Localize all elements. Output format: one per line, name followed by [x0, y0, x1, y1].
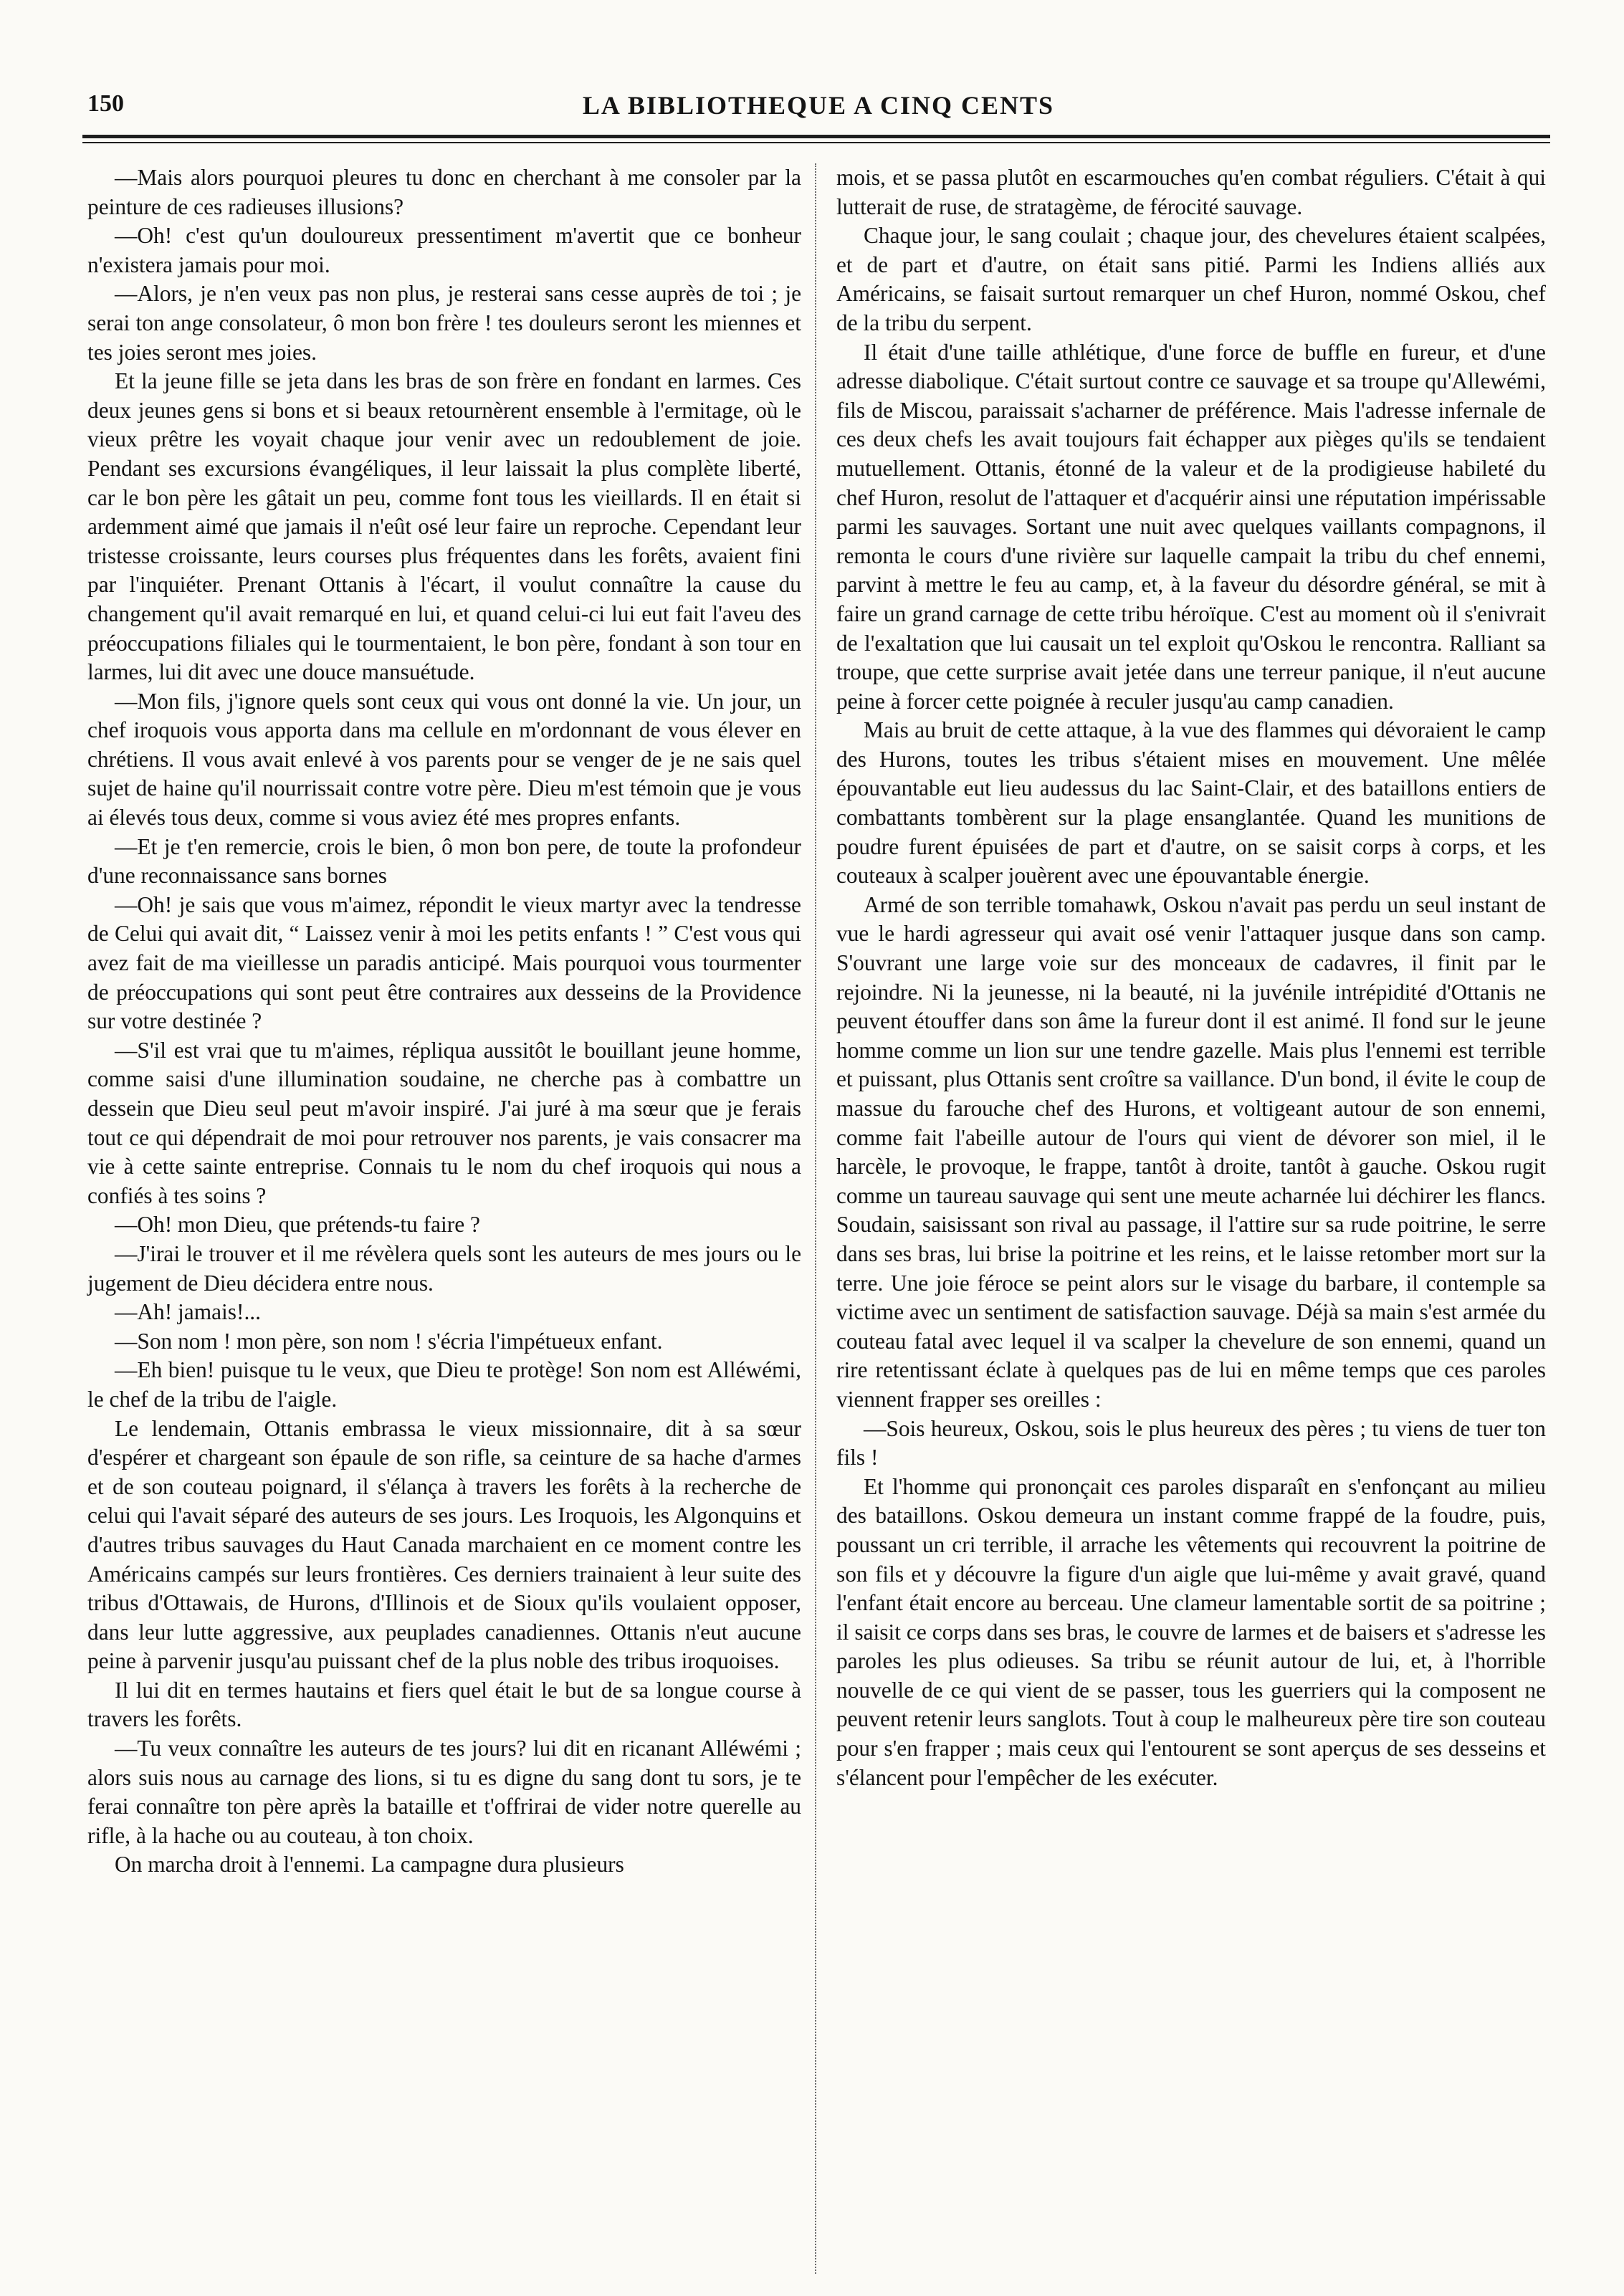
header-rule-thick	[82, 135, 1550, 138]
paragraph: Mais au bruit de cette attaque, à la vue des flammes qui dévoraient le camp des Hurons, toutes les tribus s'étaient mises en mouvement. Une mêlée épouvantable eut lieu audessus du lac Saint-Clair, et des bataillons entiers de combattants tombèrent sur la plage ensanglantée. Quand les munitions de poudre furent épuisées de part et d'autre, on se saisit corps à corps, et les couteaux à scalper jouèrent avec une épouvantable énergie.	[836, 717, 1546, 889]
paragraph: —Et je t'en remercie, crois le bien, ô mon bon pere, de toute la profondeur d'une reconnaissance sans bornes	[87, 833, 801, 889]
paragraph: Et la jeune fille se jeta dans les bras de son frère en fondant en larmes. Ces deux jeunes gens si bons et si beaux retournèrent ensemble à l'ermitage, où le vieux prêtre les voyait chaque jour venir avec un redoublement de joie. Pendant ses excursions évangéliques, il leur laissait la plus complète liberté, car le bon père les gâtait un peu, comme font tous les vieillards. Il en était si ardemment aimé que jamais il n'eût osé leur faire un reproche. Cependant leur tristesse croissante, leurs courses plus fréquentes dans les forêts, avaient fini par l'inquiéter. Prenant Ottanis à l'écart, il voulut connaître la cause du changement qu'il avait remarqué en lui, et quand celui-ci lui eut fait l'aveu des préoccupations filiales qui le tourmentaient, le bon père, fondant à son tour en larmes, lui dit avec une douce mansuétude.	[87, 368, 801, 685]
paragraph: On marcha droit à l'ennemi. La campagne dura plusieurs	[115, 1852, 624, 1878]
paragraph: —Eh bien! puisque tu le veux, que Dieu te protège! Son nom est Alléwémi, le chef de la tribu de l'aigle.	[87, 1357, 801, 1412]
paragraph: —J'irai le trouver et il me révèlera quels sont les auteurs de mes jours ou le jugement de Dieu décidera entre nous.	[87, 1240, 801, 1296]
paragraph-continued: mois, et se passa plutôt en escarmouches qu'en combat réguliers. C'était à qui lutterait de ruse, de stratagème, de férocité sauvage.	[836, 165, 1546, 219]
right-column	[836, 163, 1546, 1792]
paragraph: —Alors, je n'en veux pas non plus, je resterai sans cesse auprès de toi ; je serai ton ange consolateur, ô mon bon frère ! tes douleurs seront les miennes et tes joies seront mes joies.	[87, 281, 801, 365]
page-header	[87, 90, 1549, 133]
paragraph: —Sois heureux, Oskou, sois le plus heureux des pères ; tu viens de tuer ton fils !	[836, 1415, 1546, 1470]
paragraph: Armé de son terrible tomahawk, Oskou n'avait pas perdu un seul instant de vue le hardi agresseur qui avait osé venir l'attaquer jusque dans son camp. S'ouvrant une large voie sur des monceaux de cadavres, il finit par le rejoindre. Ni la jeunesse, ni la beauté, ni la juvénile intrépidité d'Ottanis ne peuvent étouffer dans son âme la fureur dont il est animé. Il fond sur le jeune homme comme un lion sur une tendre gazelle. Mais plus l'ennemi est terrible et puissant, plus Ottanis sent croître sa vaillance. D'un bond, il évite le coup de massue du farouche chef des Hurons, et voltigeant autour de son ennemi, comme fait l'abeille autour de l'ours qui vient de dévorer son miel, il le harcèle, le provoque, le frappe, tantôt à droite, tantôt à gauche. Oskou rugit comme un taureau sauvage qui sent une meute acharnée lui déchirer les flancs. Soudain, saisissant son rival au passage, il l'attire sur sa rude poitrine, le serre dans ses bras, lui brise la poitrine et les reins, et le laisse retomber mort sur la terre. Une joie féroce se peint alors sur le visage du barbare, il contemple sa victime avec un sentiment de satisfaction sauvage. Déjà sa main s'est armée du couteau fatal avec lequel il va scalper la chevelure de son ennemi, quand un rire retentissant éclate à quelques pas de lui en même temps que ces paroles viennent frapper ses oreilles :	[836, 891, 1546, 1412]
paragraph: Il lui dit en termes hautains et fiers quel était le but de sa longue course à travers les forêts.	[87, 1677, 801, 1732]
paragraph: —Mon fils, j'ignore quels sont ceux qui vous ont donné la vie. Un jour, un chef iroquois vous apporta dans ma cellule en m'ordonnant de vous élever en chrétiens. Il vous avait enlevé à vos parents pour se venger de je ne sais quel sujet de haine qu'il nourrissait contre votre père. Dieu m'est témoin que je vous ai élevés tous deux, comme si vous aviez été mes propres enfants.	[87, 688, 801, 831]
column-divider	[815, 163, 816, 2274]
paragraph: —Son nom ! mon père, son nom ! s'écria l'impétueux enfant.	[115, 1328, 663, 1354]
running-title: LA BIBLIOTHEQUE A CINQ CENTS	[582, 91, 1055, 120]
left-column	[87, 163, 801, 1880]
paragraph: —Oh! c'est qu'un douloureux pressentiment m'avertit que ce bonheur n'existera jamais pour moi.	[87, 223, 801, 277]
paragraph: Et l'homme qui prononçait ces paroles disparaît en s'enfonçant au milieu des bataillons. Oskou demeura un instant comme frappé de la foudre, puis, poussant un cri terrible, il arrache les vêtements qui recouvrent la poitrine de son fils et y découvre la figure d'un aigle que lui-même y avait gravé, quand l'enfant était encore au berceau. Une clameur lamentable sortit de sa poitrine ; il saisit ce corps dans ses bras, le couvre de larmes et de baisers et s'adresse les paroles les plus odieuses. Sa tribu se réunit autour de lui, et, à l'horrible nouvelle de ce qui vient de se passer, tous les guerriers qui la composent ne peuvent retenir leurs sanglots. Tout à coup le malheureux père tire son couteau pour s'en frapper ; mais ceux qui l'entourent se sont aperçus de ses desseins et s'élancent pour l'empêcher de les exécuter.	[836, 1473, 1546, 1790]
paragraph: —Oh! je sais que vous m'aimez, répondit le vieux martyr avec la tendresse de Celui qui avait dit, “ Laissez venir à moi les petits enfants ! ” C'est vous qui avez fait de ma vieillesse un paradis anticipé. Mais pourquoi vous tourmenter de préoccupations qui sont peut être contraires aux desseins de la Providence sur votre destinée ?	[87, 891, 801, 1034]
paragraph: —Oh! mon Dieu, que prétends-tu faire ?	[115, 1212, 480, 1238]
paragraph: Il était d'une taille athlétique, d'une force de buffle en fureur, et d'une adresse diabolique. C'était surtout contre ce sauvage et sa troupe qu'Allewémi, fils de Miscou, paraissait s'acharner de préférence. Mais l'adresse infernale de ces deux chefs les avait toujours fait échapper aux pièges qu'ils se tendaient mutuellement. Ottanis, étonné de la valeur et de la prodigieuse habileté du chef Huron, resolut de l'attaquer et d'acquérir ainsi une réputation impérissable parmi les sauvages. Sortant une nuit avec quelques vaillants compagnons, il remonta le cours d'une rivière sur laquelle campait la tribu du chef ennemi, parvint à mettre le feu au camp, et, à la faveur du désordre général, se mit à faire un grand carnage de cette tribu héroïque. C'est au moment où il s'enivrait de l'exaltation que lui causait un tel exploit qu'Oskou le rencontra. Ralliant sa troupe, que cette surprise avait jetée dans une terreur panique, il n'eut aucune peine à forcer cette poignée à reculer jusqu'au camp canadien.	[836, 339, 1546, 714]
paragraph: Le lendemain, Ottanis embrassa le vieux missionnaire, dit à sa sœur d'espérer et chargeant son épaule de son rifle, sa ceinture de sa hache d'armes et de son couteau poignard, il s'élança à travers les forêts à la recherche de celui qui l'avait séparé des auteurs de ses jours. Les Iroquois, les Algonquins et d'autres tribus sauvages du Haut Canada marchaient en ce moment contre les Américains campés sur leurs frontières. Ces derniers trainaient à leur suite des tribus d'Ottawais, de Hurons, d'Illinois et de Sioux qu'ils voulaient opposer, dans leur lutte aggressive, aux peuplades canadiennes. Ottanis n'eut aucune peine à parvenir jusqu'au puissant chef de la plus noble des tribus iroquoises.	[87, 1415, 801, 1674]
paragraph: Chaque jour, le sang coulait ; chaque jour, des chevelures étaient scalpées, et de part et d'autre, on était sans pitié. Parmi les Indiens alliés aux Américains, se faisait surtout remarquer un chef Huron, nommé Oskou, chef de la tribu du serpent.	[836, 223, 1546, 335]
paragraph: —Tu veux connaître les auteurs de tes jours? lui dit en ricanant Alléwémi ; alors suis nous au carnage des lions, si tu es digne du sang dont tu sors, je te ferai connaître ton père après la bataille et t'offrirai de vider notre querelle au rifle, à la hache ou au couteau, à ton choix.	[87, 1736, 801, 1848]
paragraph: —Ah! jamais!...	[115, 1299, 261, 1325]
paragraph: —S'il est vrai que tu m'aimes, répliqua aussitôt le bouillant jeune homme, comme saisi d'une illumination soudaine, ne cherche pas à combattre un dessein que Dieu seul peut m'avoir inspiré. J'ai juré à ma sœur que je ferais tout ce qui dépendrait de moi pour retrouver nos parents, je vais consacrer ma vie à cette sainte entreprise. Connais tu le nom du chef iroquois qui nous a confiés à tes soins ?	[87, 1037, 801, 1208]
header-rule-thin	[82, 142, 1550, 143]
paragraph: —Mais alors pourquoi pleures tu donc en cherchant à me consoler par la peinture de ces radieuses illusions?	[87, 165, 801, 219]
page-number: 150	[87, 90, 124, 117]
